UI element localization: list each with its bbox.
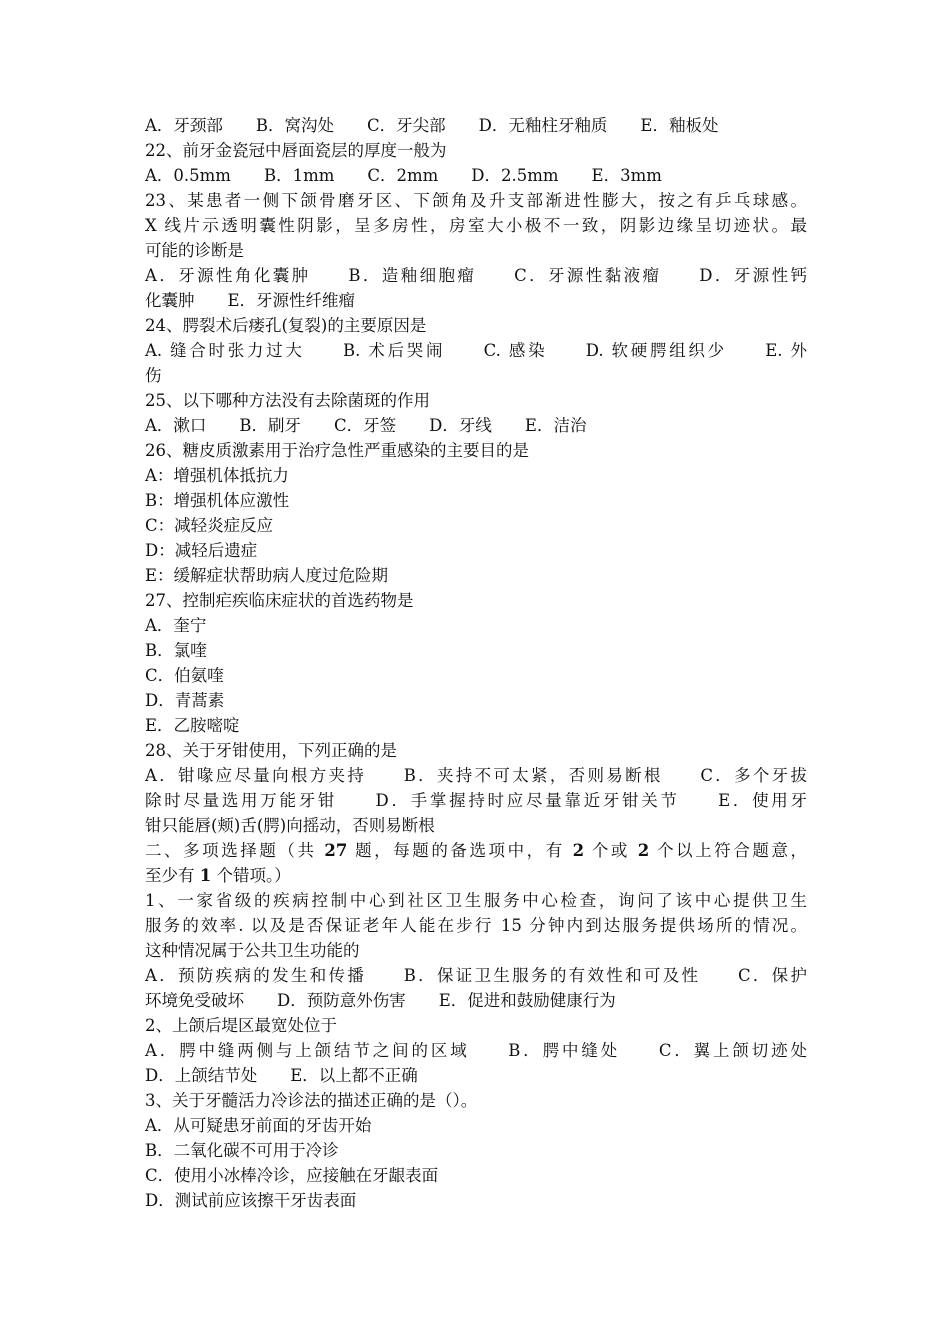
question-26: 26、糖皮质激素用于治疗急性严重感染的主要目的是 (145, 441, 529, 460)
document-page (145, 113, 807, 1213)
text-line: 钳只能唇(颊)舌(腭)向摇动，否则易断根 (145, 816, 435, 835)
text-line: 可能的诊断是 (145, 241, 244, 260)
question-23: 23、某患者一侧下颌骨磨牙区、下颌角及升支部渐进性膨大，按之有乒乓球感。 (145, 191, 807, 210)
text-line: A．牙颈部 B．窝沟处 C．牙尖部 D．无釉柱牙釉质 E．釉板处 (145, 116, 719, 135)
text-line: A．0.5mm B．1mm C．2mm D．2.5mm E．3mm (145, 166, 662, 185)
text-line: A．钳喙应尽量向根方夹持 B．夹持不可太紧，否则易断根 C．多个牙拔 (145, 766, 807, 785)
text-line: A．奎宁 (145, 616, 207, 635)
question-28: 28、关于牙钳使用，下列正确的是 (145, 741, 397, 760)
text-line: B．二氧化碳不可用于冷诊 (145, 1141, 339, 1160)
question-22: 22、前牙金瓷冠中唇面瓷层的厚度一般为 (145, 141, 447, 160)
question-m3: 3、关于牙髓活力冷诊法的描述正确的是（）。 (145, 1091, 478, 1110)
text-line: C：减轻炎症反应 (145, 516, 274, 535)
text-line: E．乙胺嘧啶 (145, 716, 240, 735)
text-line: 除时尽量选用万能牙钳 D．手掌握持时应尽量靠近牙钳关节 E．使用牙 (145, 791, 807, 810)
text-line: C．使用小冰棒冷诊，应接触在牙龈表面 (145, 1166, 439, 1185)
text-line: D：减轻后遗症 (145, 541, 258, 560)
text-line: B．氯喹 (145, 641, 207, 660)
text-line: C．伯氨喹 (145, 666, 224, 685)
question-m2: 2、上颌后堤区最宽处位于 (145, 1016, 337, 1035)
text-line: A：增强机体抵抗力 (145, 466, 289, 485)
text-line: D．测试前应该擦干牙齿表面 (145, 1191, 357, 1210)
question-27: 27、控制疟疾临床症状的首选药物是 (145, 591, 414, 610)
text-line: B：增强机体应激性 (145, 491, 290, 510)
text-line: A．从可疑患牙前面的牙齿开始 (145, 1116, 372, 1135)
text-line: E：缓解症状帮助病人度过危险期 (145, 566, 389, 585)
text-line: A. 缝合时张力过大 B. 术后哭闹 C. 感染 D. 软硬腭组织少 E. 外 (145, 341, 807, 360)
section-heading: 二、多项选择题（共 27 题，每题的备选项中，有 2 个或 2 个以上符合题意， (145, 841, 807, 860)
question-m1: 1、一家省级的疾病控制中心到社区卫生服务中心检查，询问了该中心提供卫生 (145, 891, 807, 910)
text-line: D．上颌结节处 E．以上都不正确 (145, 1066, 418, 1085)
text-line: A．牙源性角化囊肿 B．造釉细胞瘤 C．牙源性黏液瘤 D．牙源性钙 (145, 266, 807, 285)
text-line: 环境免受破坏 D．预防意外伤害 E．促进和鼓励健康行为 (145, 991, 616, 1010)
text-line: A．腭中缝两侧与上颌结节之间的区域 B．腭中缝处 C．翼上颌切迹处 (145, 1041, 807, 1060)
question-24: 24、腭裂术后瘘孔(复裂)的主要原因是 (145, 316, 427, 335)
text-line: 这种情况属于公共卫生功能的 (145, 941, 360, 960)
text-line: A．漱口 B．刷牙 C．牙签 D．牙线 E．洁治 (145, 416, 587, 435)
text-line: A．预防疾病的发生和传播 B．保证卫生服务的有效性和可及性 C．保护 (145, 966, 807, 985)
section-heading-cont: 至少有 1 个错项。） (145, 866, 291, 885)
text-line: D．青蒿素 (145, 691, 225, 710)
text-line: X 线片示透明囊性阴影，呈多房性，房室大小极不一致，阴影边缘呈切迹状。最 (145, 216, 807, 235)
text-line: 服务的效率. 以及是否保证老年人能在步行 15 分钟内到达服务提供场所的情况。 (145, 916, 807, 935)
text-line: 伤 (145, 366, 162, 385)
text-line: 化囊肿 E．牙源性纤维瘤 (145, 291, 356, 310)
question-25: 25、以下哪种方法没有去除菌斑的作用 (145, 391, 430, 410)
